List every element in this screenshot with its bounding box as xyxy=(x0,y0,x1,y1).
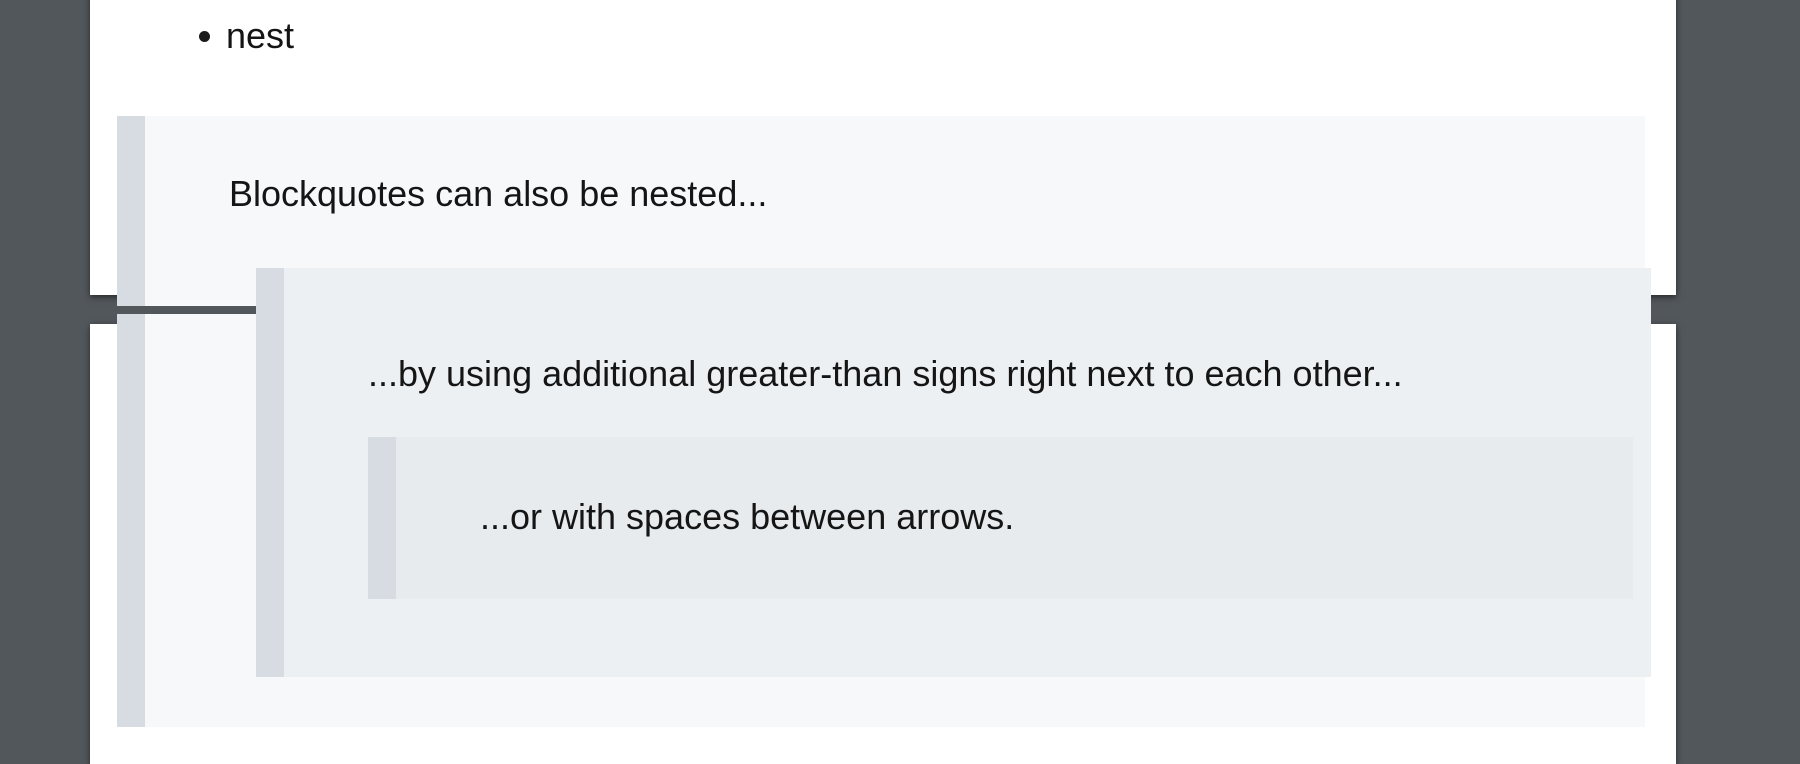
nested-blockquote-continued xyxy=(256,304,1651,677)
list-item-text: nest xyxy=(226,15,295,56)
document-page-1 xyxy=(90,0,1676,295)
deep-nested-blockquote xyxy=(368,437,1633,599)
list-item xyxy=(199,8,294,64)
document-page-2 xyxy=(90,324,1676,764)
nested-blockquote-text: ...by using additional greater-than signs right next to each other... xyxy=(368,353,1403,394)
blockquote-text: Blockquotes can also be nested... xyxy=(229,173,768,214)
deep-nested-blockquote-text: ...or with spaces between arrows. xyxy=(480,496,1015,537)
bullet-icon xyxy=(199,31,210,42)
blockquote xyxy=(117,116,1645,306)
blockquote-continued xyxy=(117,314,1645,727)
